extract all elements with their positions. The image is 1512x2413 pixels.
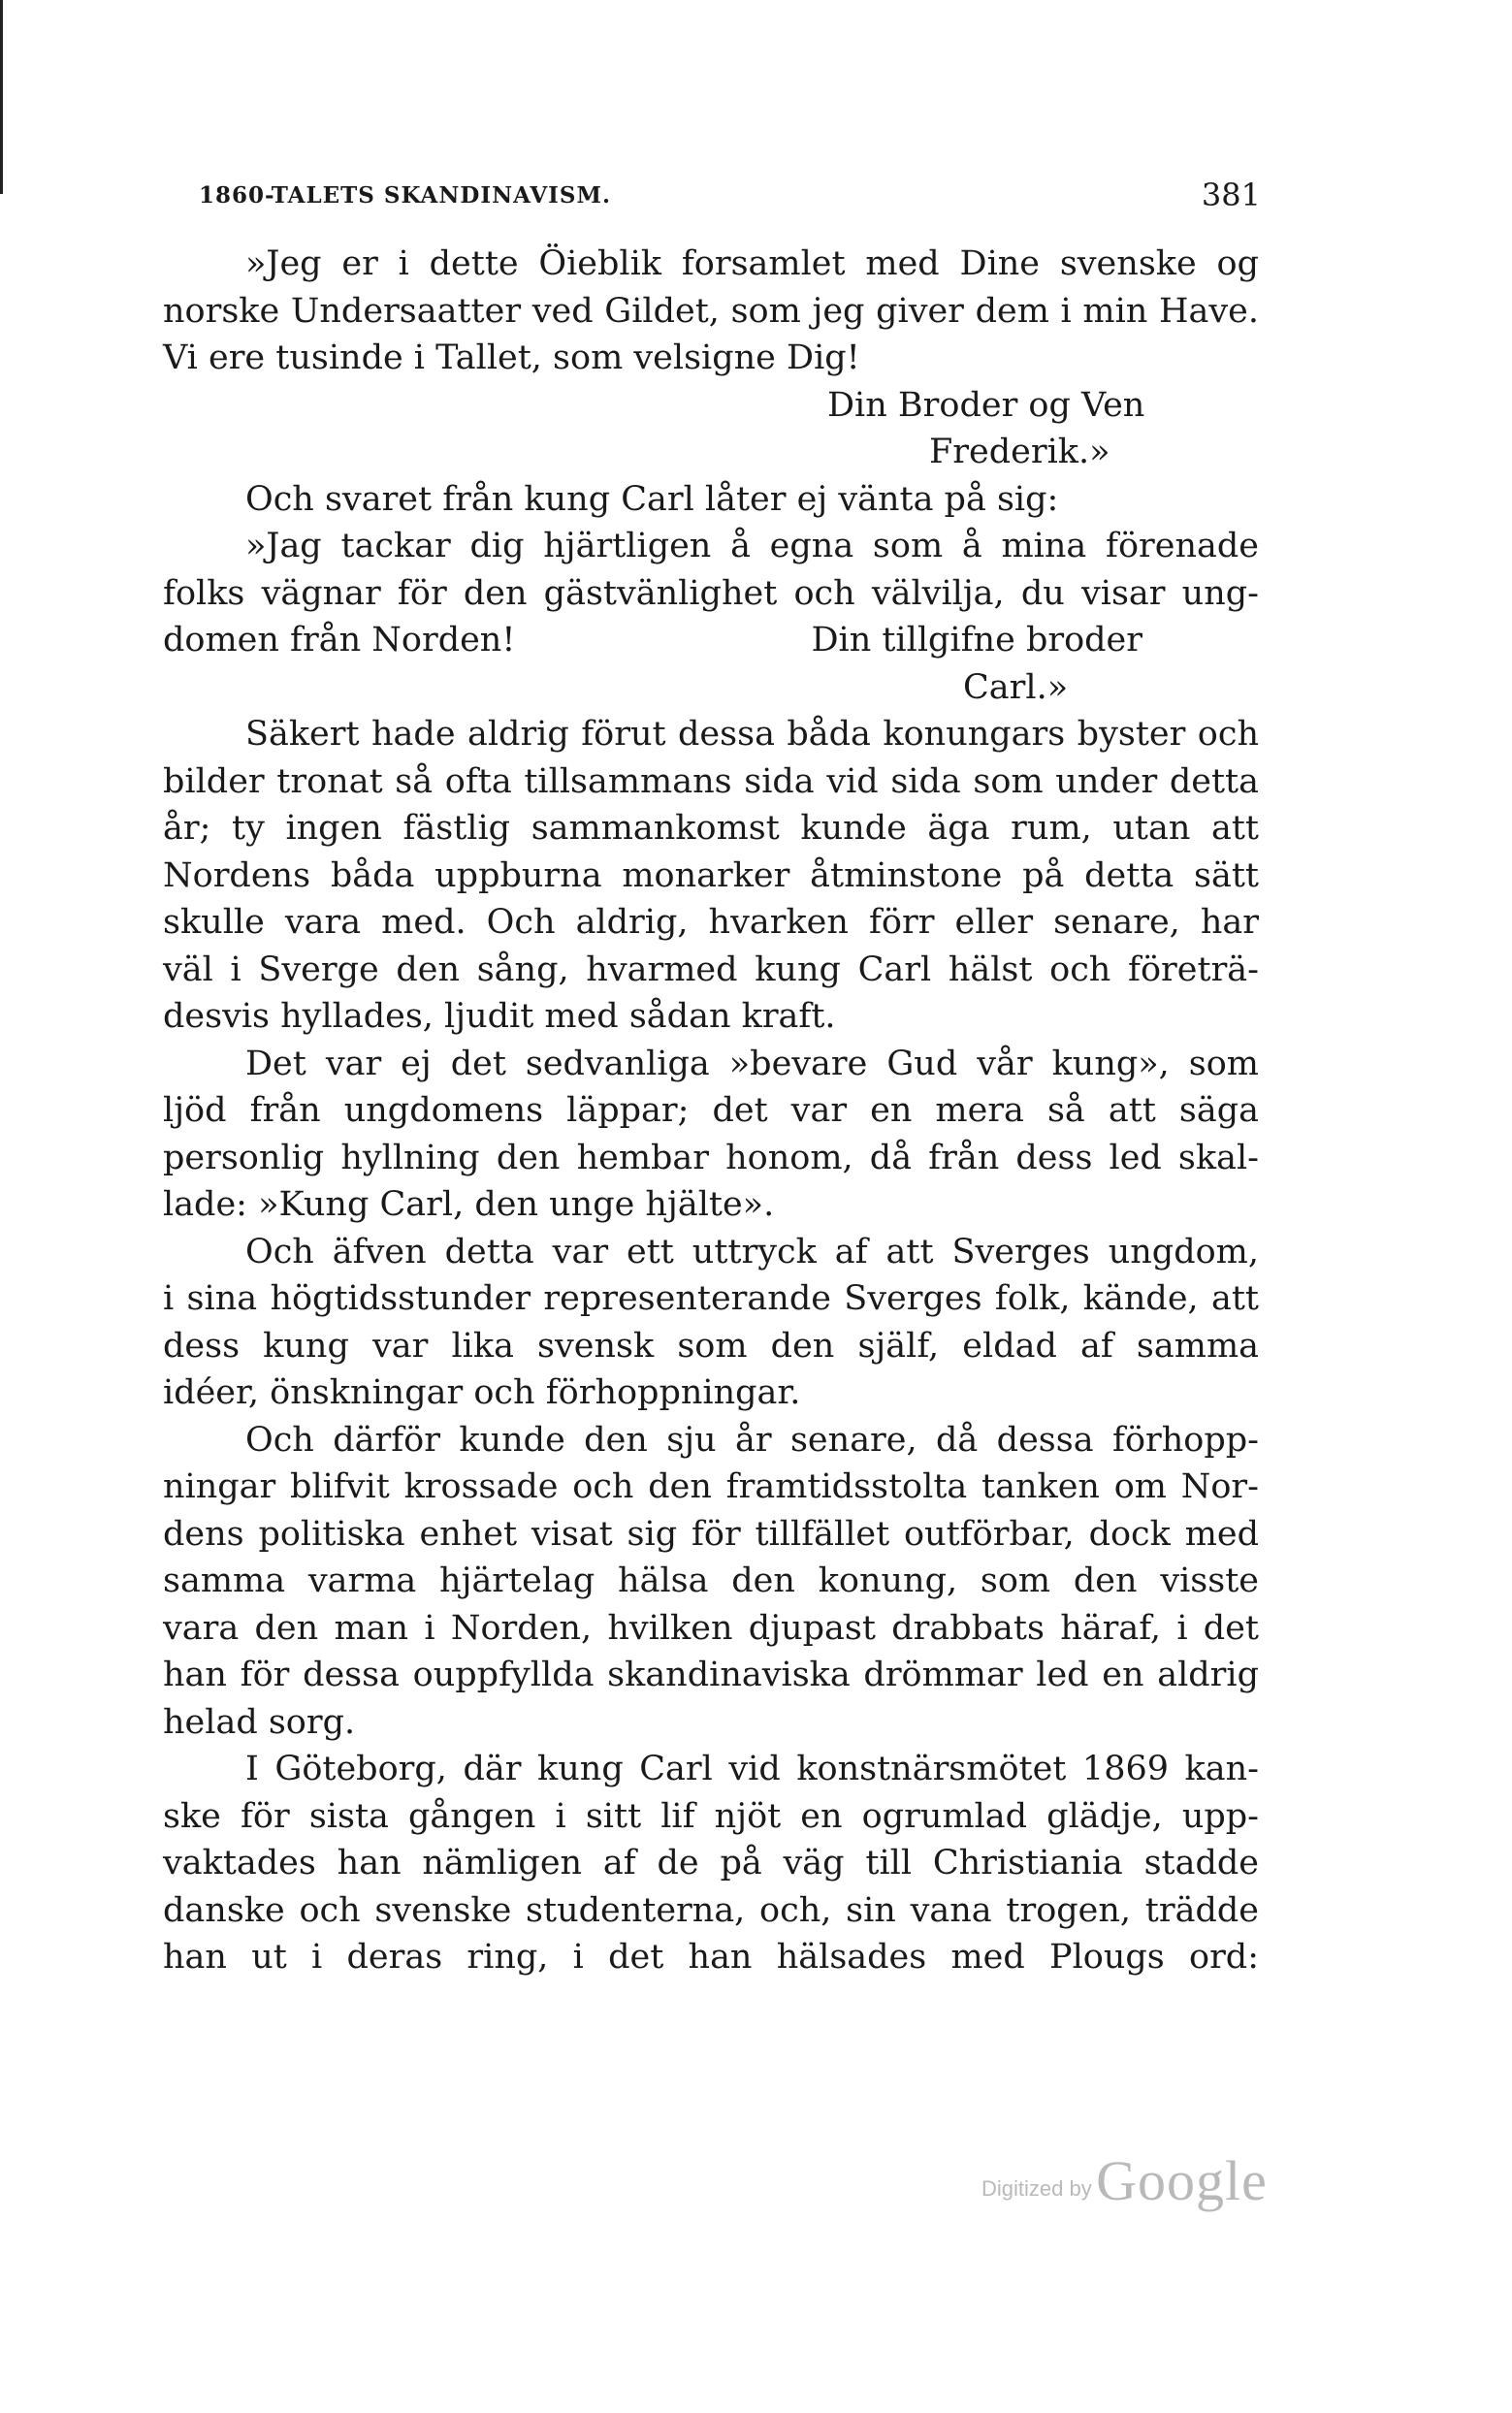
text-line: Säkert hade aldrig förut dessa båda konungars byster och [245,715,1259,754]
page-header [199,177,1261,221]
text-line-with-signature [163,617,1259,664]
text-line: Vi ere tusinde i Tallet, som velsigne Dig! [163,338,860,377]
text-line: år; ty ingen fästlig sammankomst kunde äga rum, utan att [163,809,1259,848]
text-line: dess kung var lika svensk som den själf, eldad af samma [163,1326,1259,1366]
text-line: Det var ej det sedvanliga »bevare Gud vår kung», som [245,1044,1259,1083]
body-text [163,241,1259,1981]
text-line: danske och svenske studenterna, och, sin vana trogen, trädde [163,1890,1259,1930]
text-line: folks vägnar för den gästvänlighet och välvilja, du visar ung- [163,573,1259,613]
signature-name: Frederik.» [929,433,1110,471]
watermark-prefix: Digitized by [981,2176,1092,2201]
digitized-watermark [981,2148,1268,2213]
text-line: bilder tronat så ofta tillsammans sida vid sida som under detta [163,761,1259,801]
text-line: ljöd från ungdomens läppar; det var en mera så att säga [163,1091,1259,1130]
text-line: Och svaret från kung Carl låter ej vänta på sig: [245,479,1059,519]
text-line: ningar blifvit krossade och den framtidsstolta tanken om Nor- [163,1467,1259,1506]
scan-edge [0,0,3,194]
text-line: personlig hyllning den hembar honom, då från dess led skal- [163,1138,1259,1177]
page-number: 381 [1201,177,1261,213]
text-line: vaktades han nämligen af de på väg till Christiania stadde [163,1844,1259,1882]
signature-name: Carl.» [963,667,1069,707]
text-line: domen från Norden! [163,621,516,660]
text-line: väl i Sverge den sång, hvarmed kung Carl hälst och företrä- [163,949,1259,989]
text-line: idéer, önskningar och förhoppningar. [163,1373,801,1412]
running-head: 1860-TALETS SKANDINAVISM. [199,182,612,209]
text-line: helad sorg. [163,1702,356,1742]
text-line: vara den man i Norden, hvilken djupast drabbats häraf, i det [163,1608,1259,1648]
text-line: han för dessa ouppfyllda skandinaviska drömmar led en aldrig [163,1656,1259,1694]
signature-line: Din tillgifne broder [811,621,1142,660]
google-logo: Google [1096,2149,1268,2212]
text-line: han ut i deras ring, i det han hälsades med Plougs ord: [163,1938,1259,1977]
text-line: lade: »Kung Carl, den unge hjälte». [163,1185,775,1224]
text-line: »Jeg er i dette Öieblik forsamlet med Dine svenske og [245,244,1259,283]
text-line: I Göteborg, där kung Carl vid konstnärsmötet 1869 kan- [245,1750,1259,1788]
text-line: dens politiska enhet visat sig för tillfället outförbar, dock med [163,1514,1259,1554]
text-line: Nordens båda uppburna monarker åtminstone på detta sätt [163,855,1259,895]
text-line: desvis hyllades, ljudit med sådan kraft. [163,997,836,1036]
signature-line: Din Broder og Ven [827,385,1145,425]
text-line: norske Undersaatter ved Gildet, som jeg giver dem i min Have. [163,291,1259,331]
text-line: samma varma hjärtelag hälsa den konung, som den visste [163,1561,1259,1600]
text-line: skulle vara med. Och aldrig, hvarken förr eller senare, har [163,903,1259,942]
text-line: ske för sista gången i sitt lif njöt en ogrumlad glädje, upp- [163,1796,1259,1836]
text-line: i sina högtidsstunder representerande Sverges folk, kände, att [163,1279,1259,1318]
text-line: Och äfven detta var ett uttryck af att Sverges ungdom, [245,1232,1259,1271]
text-line: Och därför kunde den sju år senare, då dessa förhopp- [245,1420,1259,1460]
text-line: »Jag tackar dig hjärtligen å egna som å mina förenade [245,527,1259,565]
